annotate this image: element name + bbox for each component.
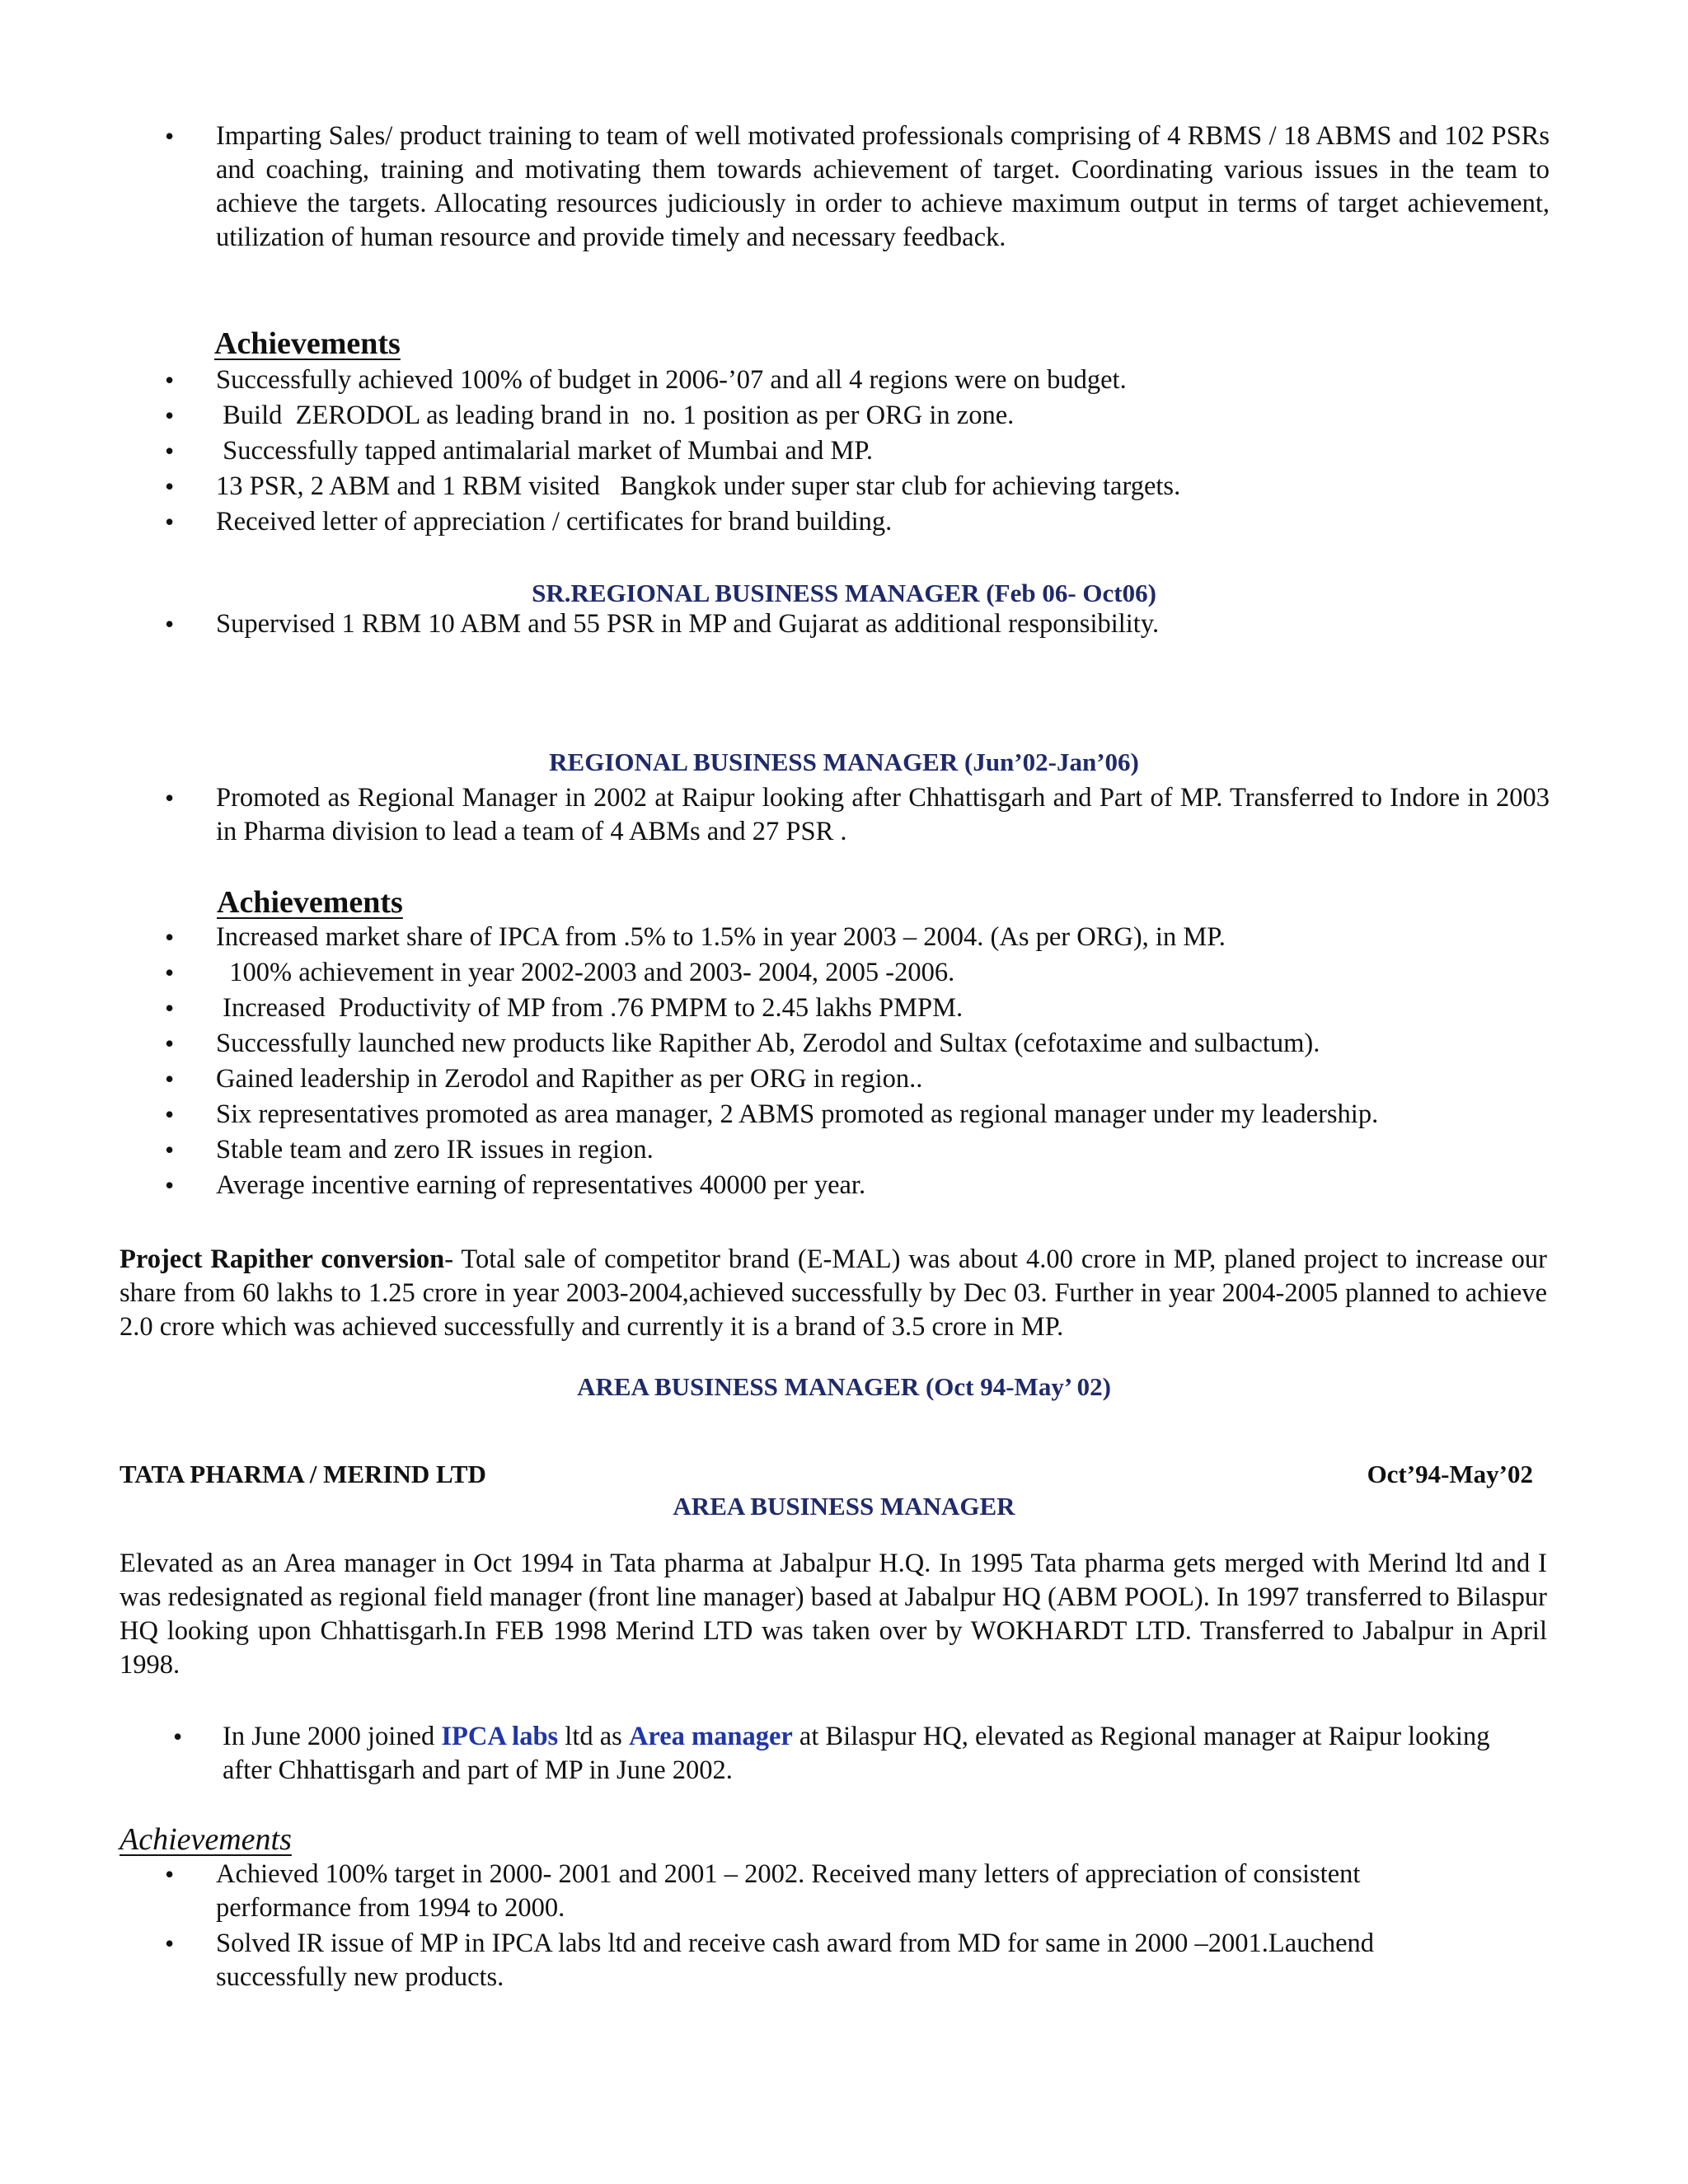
bullet-glyph: • bbox=[165, 1135, 175, 1165]
area-manager-highlight: Area manager bbox=[628, 1722, 793, 1751]
bullet-glyph: • bbox=[165, 471, 175, 501]
project-paragraph bbox=[120, 1243, 1547, 1344]
company-dates: Oct’94-May’02 bbox=[1367, 1460, 1533, 1488]
ipca-text-part: at Bilaspur HQ, elevated as Regional manager at Raipur looking after Chhattisgarh and part of MP in June 2002. bbox=[223, 1722, 1490, 1785]
list-item-text: Supervised 1 RBM 10 ABM and 55 PSR in MP and Gujarat as additional responsibility. bbox=[216, 609, 1160, 639]
ipca-bullet bbox=[173, 1720, 1541, 1789]
role-title-sr-rbm: SR.REGIONAL BUSINESS MANAGER (Feb 06- Oct06) bbox=[532, 579, 1156, 607]
list-item-text: Average incentive earning of representatives 40000 per year. bbox=[216, 1170, 866, 1200]
bullet-glyph: • bbox=[165, 1170, 175, 1200]
list-item-text: Successfully tapped antimalarial market of Mumbai and MP. bbox=[216, 436, 873, 466]
list-item-text: Received letter of appreciation / certificates for brand building. bbox=[216, 507, 893, 537]
list-item-text: Gained leadership in Zerodol and Rapither as per ORG in region.. bbox=[216, 1064, 923, 1094]
bullet-glyph: • bbox=[165, 401, 175, 430]
ipca-labs-highlight: IPCA labs bbox=[441, 1722, 559, 1751]
bullet-glyph: • bbox=[165, 609, 175, 639]
ipca-text-part: ltd as bbox=[558, 1722, 629, 1751]
list-item-text: Stable team and zero IR issues in region. bbox=[216, 1135, 654, 1165]
tata-paragraph: Elevated as an Area manager in Oct 1994 in Tata pharma at Jabalpur H.Q. In 1995 Tata pharma gets merged with Merind ltd and I was redesignated as regional field manager (front line manager) based at Jabalpur HQ (ABM POOL). In 1997 transferred to Bilaspur HQ looking upon Chhattisgarh.In FEB 1998 Merind LTD was taken over by WOKHARDT LTD. Transferred to Jabalpur in April 1998. bbox=[120, 1549, 1547, 1680]
list-item-text: Successfully achieved 100% of budget in 2006-’07 and all 4 regions were on budget. bbox=[216, 365, 1127, 395]
ipca-text bbox=[223, 1720, 1541, 1788]
bullet-glyph: • bbox=[173, 1722, 183, 1751]
list-item-text: Successfully launched new products like Rapither Ab, Zerodol and Sultax (cefotaxime and sulbactum). bbox=[216, 1029, 1320, 1058]
company-name: TATA PHARMA / MERIND LTD bbox=[120, 1460, 486, 1488]
role-title-tata-abm: AREA BUSINESS MANAGER bbox=[673, 1492, 1015, 1521]
list-item-text: Increased Productivity of MP from .76 PMPM to 2.45 lakhs PMPM. bbox=[216, 993, 964, 1023]
bullet-glyph: • bbox=[165, 436, 175, 466]
project-label: Project Rapither conversion bbox=[120, 1244, 445, 1274]
intro-text: Imparting Sales/ product training to team of well motivated professionals comprising of 4 RBMS / 18 ABMS and 102 PSRs and coaching, training and motivating them towards achievement of target. Coordinating various issues in the team to achieve the targets. Allocating resources judiciously in order to achieve maximum output in terms of target achievement, utilization of human resource and provide timely and necessary feedback. bbox=[216, 121, 1550, 252]
rbm-intro-bullet bbox=[165, 781, 1550, 851]
project-text: - Total sale of competitor brand (E-MAL) was about 4.00 crore in MP, planed project to increase our share from 60 lakhs to 1.25 crore in year 2003-2004,achieved successfully by Dec 03. Further in year 2004-2005 planned to achieve 2.0 crore which was achieved successfully and currently it is a brand of 3.5 crore in MP. bbox=[120, 1244, 1547, 1342]
achievements-heading-1: Achievements bbox=[214, 326, 401, 361]
bullet-glyph: • bbox=[165, 922, 175, 952]
list-item-text: Solved IR issue of MP in IPCA labs ltd and receive cash award from MD for same in 2000 –2001.Lauchend successfully new products. bbox=[216, 1929, 1375, 1992]
bullet-glyph: • bbox=[165, 783, 175, 813]
bullet-glyph: • bbox=[165, 993, 175, 1023]
ipca-text-part: In June 2000 joined bbox=[223, 1722, 442, 1751]
bullet-glyph: • bbox=[165, 121, 175, 151]
achievements-heading-3: Achievements bbox=[120, 1822, 292, 1857]
bullet-glyph: • bbox=[165, 1929, 175, 1958]
list-item-text: Achieved 100% target in 2000- 2001 and 2001 – 2002. Received many letters of appreciation of consistent performance from 1994 to 2000. bbox=[216, 1859, 1361, 1923]
intro-bullet bbox=[165, 120, 1550, 293]
role-title-abm: AREA BUSINESS MANAGER (Oct 94-May’ 02) bbox=[577, 1372, 1111, 1401]
rbm-intro-text: Promoted as Regional Manager in 2002 at Raipur looking after Chhattisgarh and Part of MP. Transferred to Indore in 2003 in Pharma division to lead a team of 4 ABMs and 27 PSR . bbox=[216, 783, 1550, 846]
bullet-glyph: • bbox=[165, 958, 175, 987]
bullet-glyph: • bbox=[165, 1859, 175, 1889]
achievements-heading-2: Achievements bbox=[217, 885, 403, 920]
role-title-rbm: REGIONAL BUSINESS MANAGER (Jun’02-Jan’06) bbox=[549, 748, 1139, 776]
bullet-glyph: • bbox=[165, 1099, 175, 1129]
bullet-glyph: • bbox=[165, 1064, 175, 1094]
list-item-text: Increased market share of IPCA from .5% to 1.5% in year 2003 – 2004. (As per ORG), in MP. bbox=[216, 922, 1226, 952]
list-item-text: 13 PSR, 2 ABM and 1 RBM visited Bangkok under super star club for achieving targets. bbox=[216, 471, 1181, 501]
list-item-text: Six representatives promoted as area manager, 2 ABMS promoted as regional manager under my leadership. bbox=[216, 1099, 1379, 1129]
list-item-text: Build ZERODOL as leading brand in no. 1 position as per ORG in zone. bbox=[216, 401, 1015, 430]
bullet-glyph: • bbox=[165, 1029, 175, 1058]
bullet-glyph: • bbox=[165, 365, 175, 395]
bullet-glyph: • bbox=[165, 507, 175, 537]
list-item-text: 100% achievement in year 2002-2003 and 2003- 2004, 2005 -2006. bbox=[216, 958, 955, 987]
